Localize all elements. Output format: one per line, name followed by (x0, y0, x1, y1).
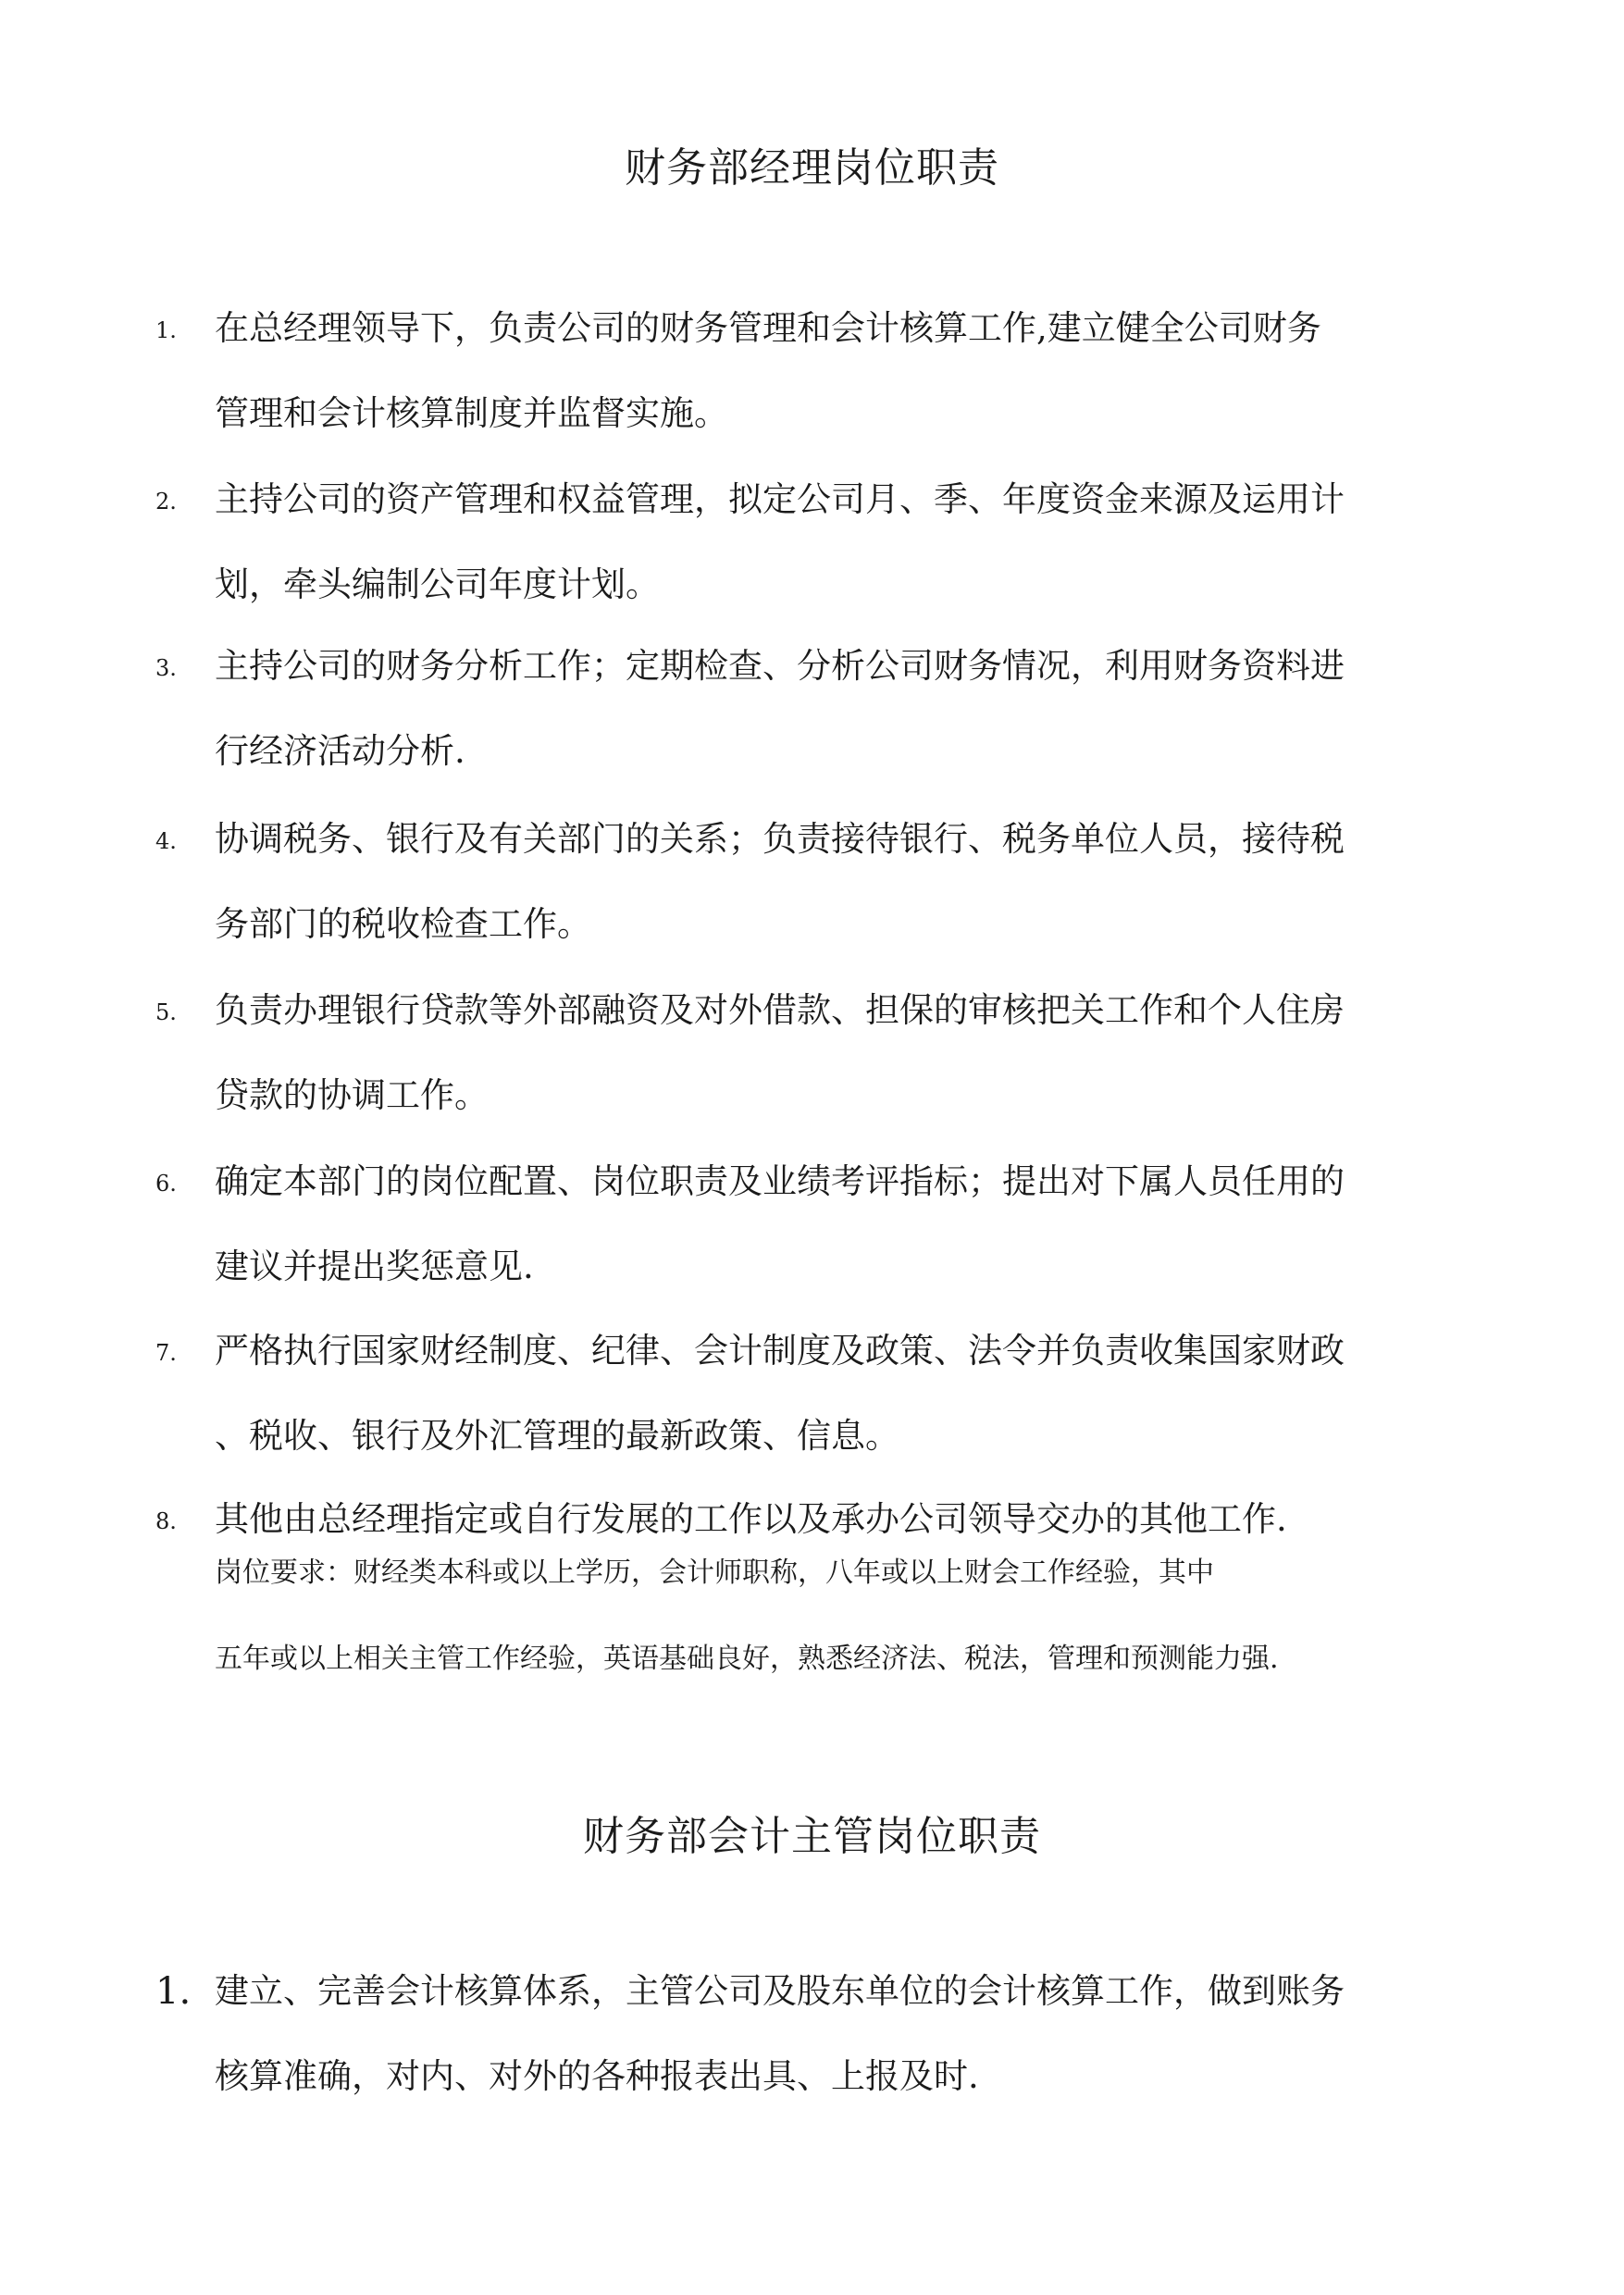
item-number: 5. (155, 999, 177, 1025)
item-text-line: 严格执行国家财经制度、纪律、会计制度及政策、法令并负责收集国家财政 (215, 1331, 1345, 1371)
item-text-line: 主持公司的资产管理和权益管理，拟定公司月、季、年度资金来源及运用计 (215, 479, 1345, 519)
item-text-line: 负责办理银行贷款等外部融资及对外借款、担保的审核把关工作和个人住房 (215, 990, 1345, 1030)
item-number: 8. (155, 1508, 177, 1534)
item-number: 1. (155, 317, 177, 343)
requirements-line: 五年或以上相关主管工作经验，英语基础良好，熟悉经济法、税法，管理和预测能力强. (215, 1643, 1279, 1675)
item-text-line: 核算准确，对内、对外的各种报表出具、上报及时. (215, 2056, 979, 2096)
item-number: 1. (155, 1970, 192, 2013)
item-number: 2. (155, 489, 177, 515)
section1-title: 财务部经理岗位职责 (625, 144, 999, 192)
requirements-line: 岗位要求：财经类本科或以上学历，会计师职称，八年或以上财会工作经验，其中 (215, 1557, 1214, 1589)
item-number: 6. (155, 1171, 177, 1197)
item-number: 3. (155, 655, 177, 681)
item-text-line: 、税收、银行及外汇管理的最新政策、信息。 (215, 1416, 899, 1456)
item-text-line: 主持公司的财务分析工作；定期检查、分析公司财务情况，利用财务资料进 (215, 646, 1345, 686)
item-number: 4. (155, 828, 177, 854)
item-text-line: 在总经理领导下，负责公司的财务管理和会计核算工作,建立健全公司财务 (215, 308, 1321, 348)
item-text-line: 管理和会计核算制度并监督实施。 (215, 393, 728, 433)
item-number: 7. (155, 1340, 177, 1366)
section2-title: 财务部会计主管岗位职责 (583, 1813, 1041, 1860)
item-text-line: 建议并提出奖惩意见. (215, 1247, 534, 1286)
item-text-line: 划，牵头编制公司年度计划。 (215, 564, 660, 604)
item-text-line: 建立、完善会计核算体系，主管公司及股东单位的会计核算工作，做到账务 (215, 1971, 1345, 2011)
item-text-line: 贷款的协调工作。 (215, 1075, 489, 1115)
item-text-line: 务部门的税收检查工作。 (215, 904, 591, 944)
item-text-line: 协调税务、银行及有关部门的关系；负责接待银行、税务单位人员，接待税 (215, 819, 1345, 859)
item-text-line: 行经济活动分析. (215, 731, 465, 771)
item-text-line: 其他由总经理指定或自行发展的工作以及承办公司领导交办的其他工作. (215, 1499, 1287, 1539)
item-text-line: 确定本部门的岗位配置、岗位职责及业绩考评指标；提出对下属人员任用的 (215, 1161, 1345, 1201)
